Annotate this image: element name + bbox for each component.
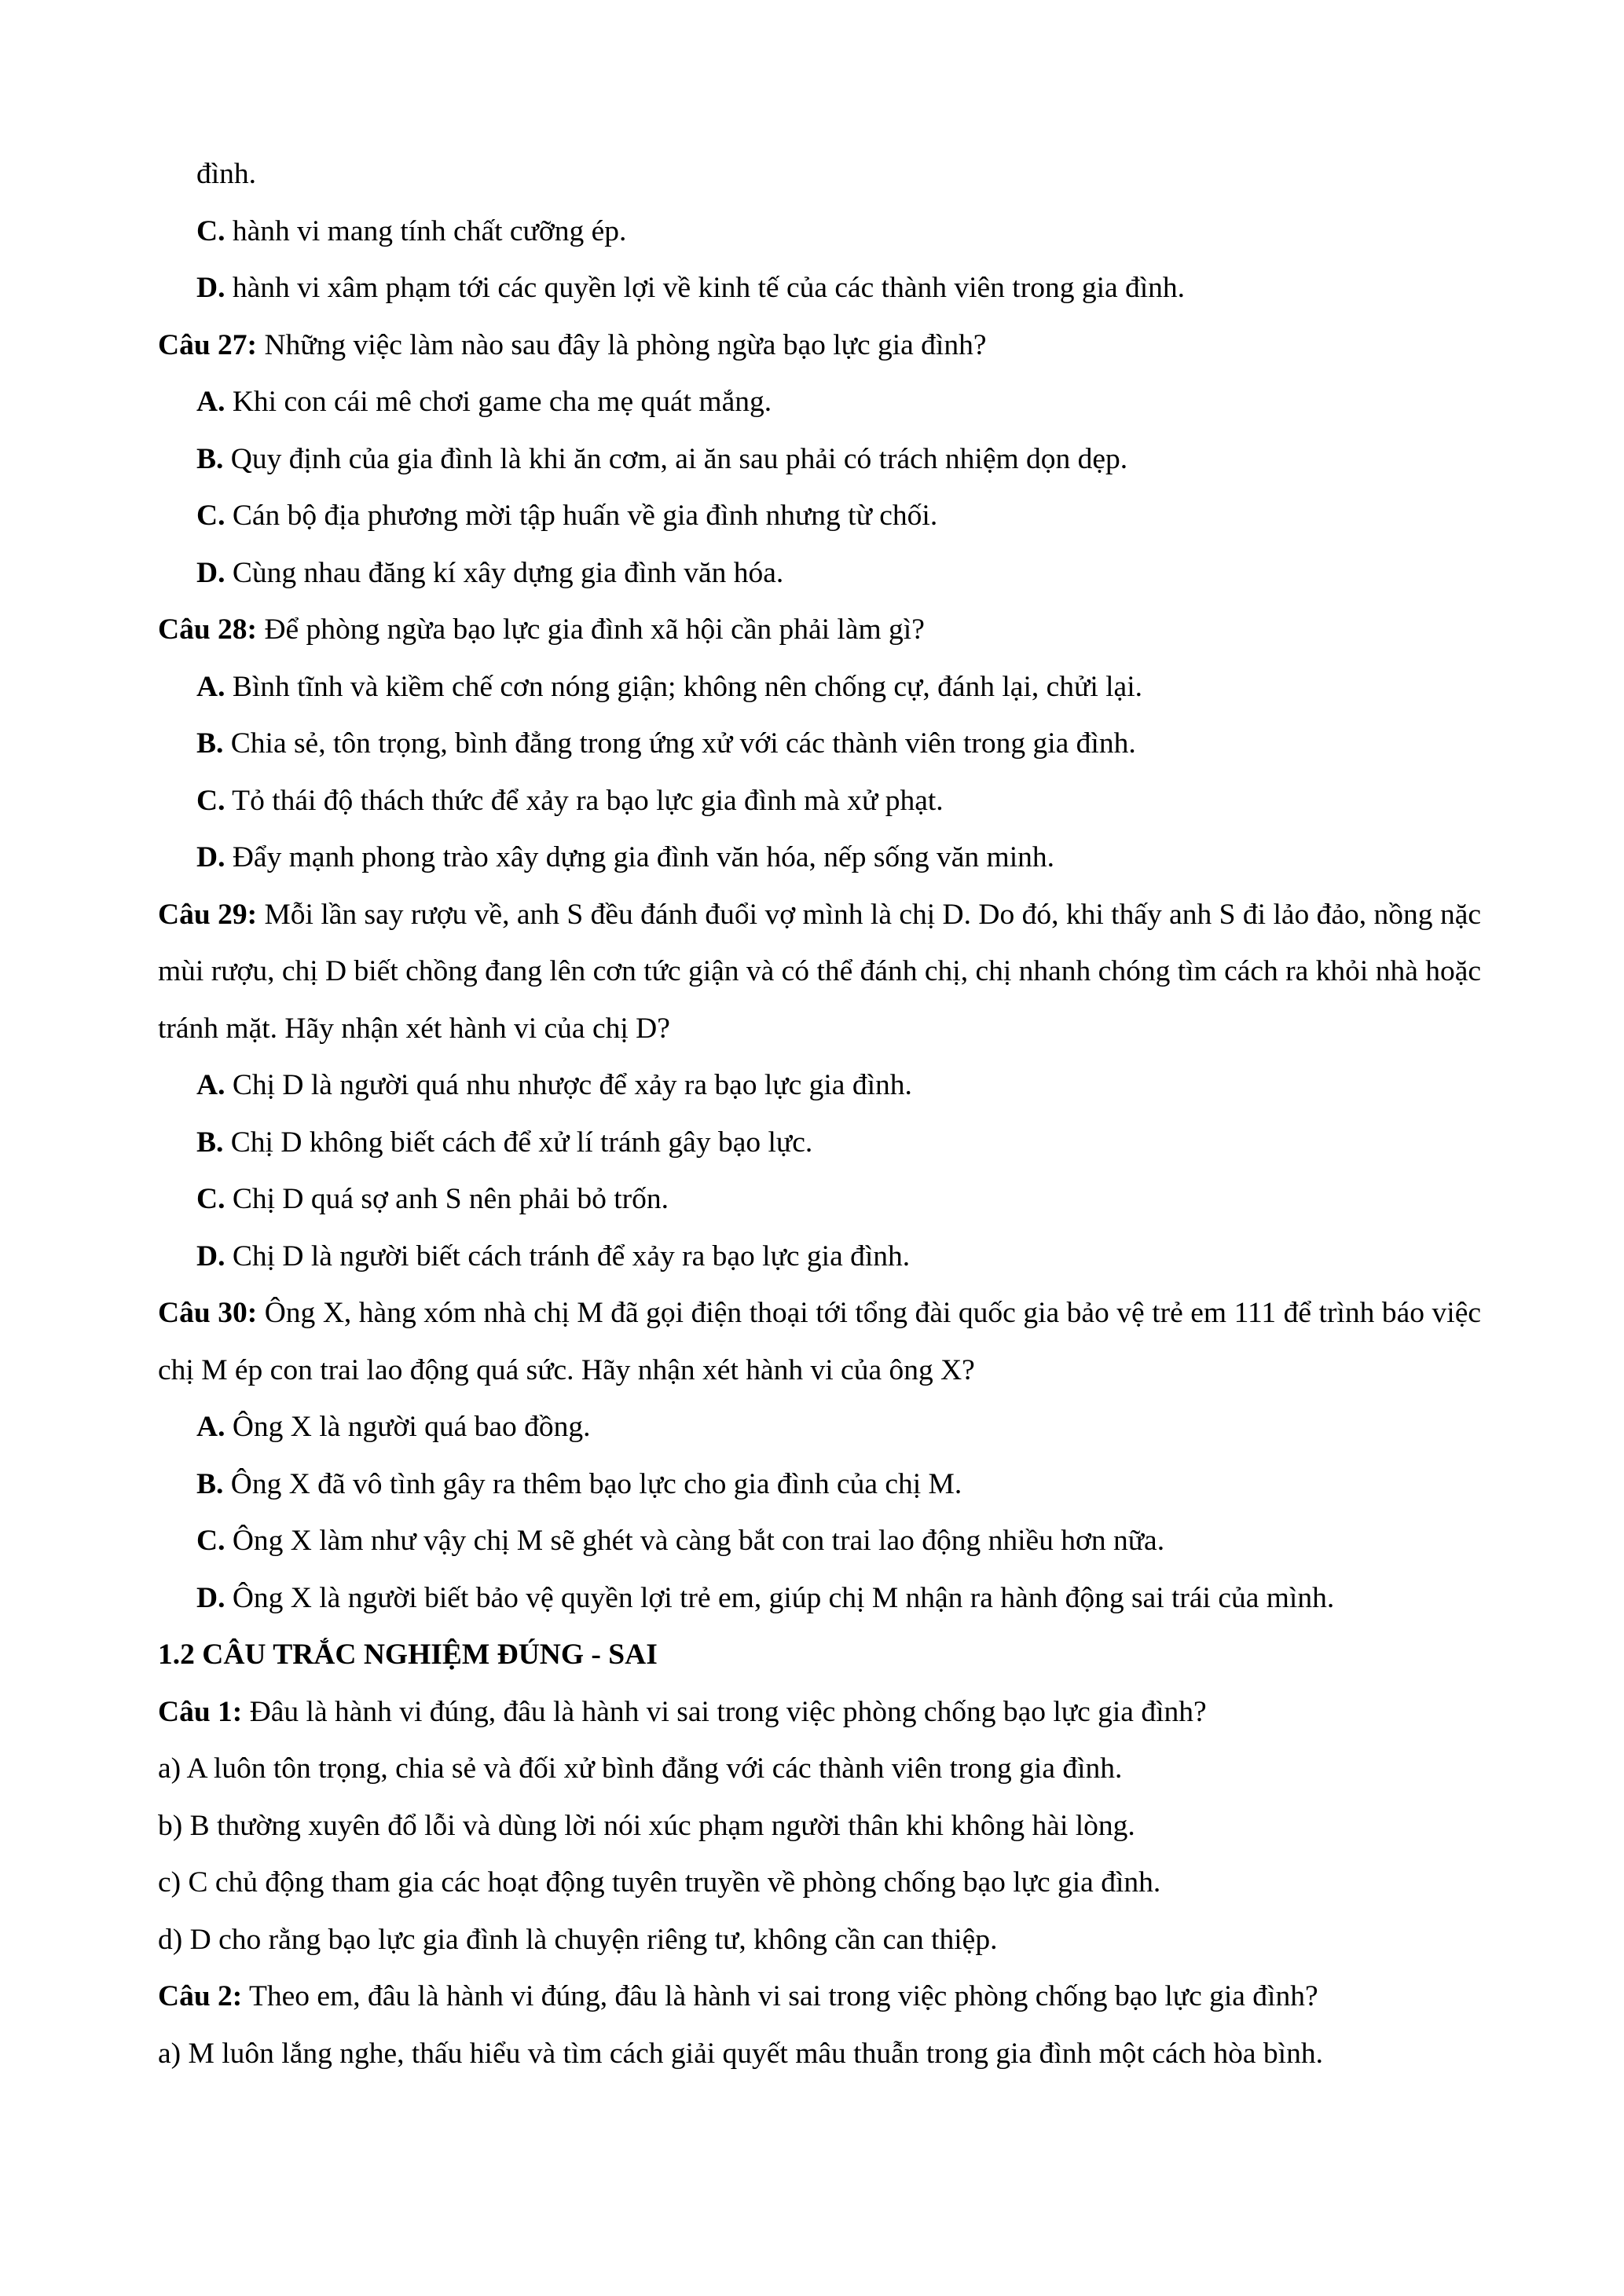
answer-option [158, 829, 1481, 887]
answer-option [158, 1171, 1481, 1229]
answer-option [158, 203, 1481, 261]
answer-option [158, 716, 1481, 773]
option-label: A. [196, 386, 225, 418]
block-text: Để phòng ngừa bạo lực gia đình xã hội cần phải làm gì? [257, 613, 925, 646]
question-label: Câu 2: [158, 1980, 243, 2012]
block-text: Ông X làm như vậy chị M sẽ ghét và càng bắt con trai lao động nhiều hơn nữa. [225, 1525, 1165, 1557]
block-text: Mỗi lần say rượu về, anh S đều đánh đuổi vợ mình là chị D. Do đó, khi thấy anh S đi lảo đảo, nồng nặc mùi rượu, chị D biết chồng đang lên cơn tức giận và có thể đánh chị, chị nhanh chóng tìm cách ra khỏi nhà hoặc tránh mặt. Hãy nhận xét hành vi của chị D? [158, 898, 1481, 1045]
option-label: D. [196, 841, 225, 873]
answer-option [158, 260, 1481, 317]
true-false-statement [158, 1741, 1481, 1798]
block-text: a) A luôn tôn trọng, chia sẻ và đối xử bình đẳng với các thành viên trong gia đình. [158, 1752, 1123, 1785]
option-label: D. [196, 272, 225, 304]
section-heading [158, 1627, 1481, 1684]
true-false-statement [158, 2026, 1481, 2083]
answer-option [158, 545, 1481, 602]
option-label: D. [196, 1240, 225, 1273]
option-label: A. [196, 670, 225, 703]
option-label: C. [196, 1525, 225, 1557]
option-label: C. [196, 500, 225, 532]
answer-option [158, 1057, 1481, 1115]
answer-option [158, 488, 1481, 545]
option-label: C. [196, 214, 225, 247]
block-text: đình. [196, 158, 257, 190]
block-text: Quy định của gia đình là khi ăn cơm, ai ăn sau phải có trách nhiệm dọn dẹp. [223, 442, 1128, 475]
block-text: Bình tĩnh và kiềm chế cơn nóng giận; không nên chống cự, đánh lại, chửi lại. [225, 670, 1142, 703]
question [158, 317, 1481, 375]
option-label: B. [196, 1126, 224, 1159]
block-text: Chị D là người quá nhu nhược để xảy ra bạo lực gia đình. [225, 1069, 912, 1101]
answer-option [158, 374, 1481, 431]
heading-text: 1.2 CÂU TRẮC NGHIỆM ĐÚNG - SAI [158, 1639, 658, 1671]
block-text: Ông X là người quá bao đồng. [225, 1411, 591, 1443]
question [158, 1968, 1481, 2026]
block-text: Đâu là hành vi đúng, đâu là hành vi sai trong việc phòng chống bạo lực gia đình? [242, 1695, 1207, 1728]
question-label: Câu 30: [158, 1297, 258, 1329]
question [158, 1684, 1481, 1741]
option-label: C. [196, 784, 225, 817]
question [158, 887, 1481, 1058]
block-text: a) M luôn lắng nghe, thấu hiểu và tìm cách giải quyết mâu thuẫn trong gia đình một cách hòa bình. [158, 2037, 1323, 2070]
block-text: Khi con cái mê chơi game cha mẹ quát mắng. [225, 386, 772, 418]
answer-option [158, 773, 1481, 830]
answer-option [158, 1229, 1481, 1286]
block-text: Ông X đã vô tình gây ra thêm bạo lực cho gia đình của chị M. [223, 1467, 962, 1500]
option-label: C. [196, 1183, 225, 1215]
answer-option [158, 1513, 1481, 1570]
block-text: Cùng nhau đăng kí xây dựng gia đình văn hóa. [225, 556, 784, 589]
block-text: Chị D không biết cách để xử lí tránh gây bạo lực. [223, 1126, 813, 1159]
block-text: Chị D là người biết cách tránh để xảy ra bạo lực gia đình. [225, 1240, 911, 1273]
answer-option [158, 1570, 1481, 1628]
option-label: B. [196, 442, 224, 475]
block-text: b) B thường xuyên đổ lỗi và dùng lời nói xúc phạm người thân khi không hài lòng. [158, 1809, 1135, 1842]
option-label: B. [196, 1467, 224, 1500]
question [158, 602, 1481, 659]
option-label: B. [196, 727, 224, 760]
block-text: Chị D quá sợ anh S nên phải bỏ trốn. [225, 1183, 669, 1215]
block-text: Ông X là người biết bảo vệ quyền lợi trẻ em, giúp chị M nhận ra hành động sai trái của mình. [225, 1581, 1335, 1614]
block-text: Cán bộ địa phương mời tập huấn về gia đình nhưng từ chối. [225, 500, 938, 532]
answer-option [158, 431, 1481, 489]
option-label: A. [196, 1069, 225, 1101]
block-text: Ông X, hàng xóm nhà chị M đã gọi điện thoại tới tổng đài quốc gia bảo vệ trẻ em 111 để trình báo việc chị M ép con trai lao động quá sức. Hãy nhận xét hành vi của ông X? [158, 1297, 1481, 1386]
block-text: hành vi mang tính chất cưỡng ép. [225, 214, 627, 247]
true-false-statement [158, 1798, 1481, 1855]
block-text: c) C chủ động tham gia các hoạt động tuyên truyền về phòng chống bạo lực gia đình. [158, 1866, 1161, 1899]
block-text: Theo em, đâu là hành vi đúng, đâu là hành vi sai trong việc phòng chống bạo lực gia đình? [242, 1980, 1318, 2012]
option-label: D. [196, 1581, 225, 1614]
answer-option [158, 1399, 1481, 1456]
block-text: Đẩy mạnh phong trào xây dựng gia đình văn hóa, nếp sống văn minh. [225, 841, 1055, 873]
answer-option [158, 1115, 1481, 1172]
question-label: Câu 27: [158, 328, 258, 361]
continuation-text [158, 146, 1481, 203]
document-page [158, 146, 1481, 2082]
question-label: Câu 1: [158, 1695, 243, 1728]
question [158, 1285, 1481, 1399]
block-text: Tỏ thái độ thách thức để xảy ra bạo lực gia đình mà xử phạt. [225, 784, 944, 817]
block-text: d) D cho rằng bạo lực gia đình là chuyện riêng tư, không cần can thiệp. [158, 1923, 998, 1956]
answer-option [158, 659, 1481, 716]
answer-option [158, 1456, 1481, 1514]
true-false-statement [158, 1855, 1481, 1912]
block-text: Chia sẻ, tôn trọng, bình đẳng trong ứng xử với các thành viên trong gia đình. [223, 727, 1136, 760]
option-label: D. [196, 556, 225, 589]
option-label: A. [196, 1411, 225, 1443]
true-false-statement [158, 1912, 1481, 1969]
block-text: Những việc làm nào sau đây là phòng ngừa bạo lực gia đình? [257, 328, 987, 361]
question-label: Câu 28: [158, 613, 258, 646]
question-label: Câu 29: [158, 898, 258, 931]
block-text: hành vi xâm phạm tới các quyền lợi về kinh tế của các thành viên trong gia đình. [225, 272, 1186, 304]
